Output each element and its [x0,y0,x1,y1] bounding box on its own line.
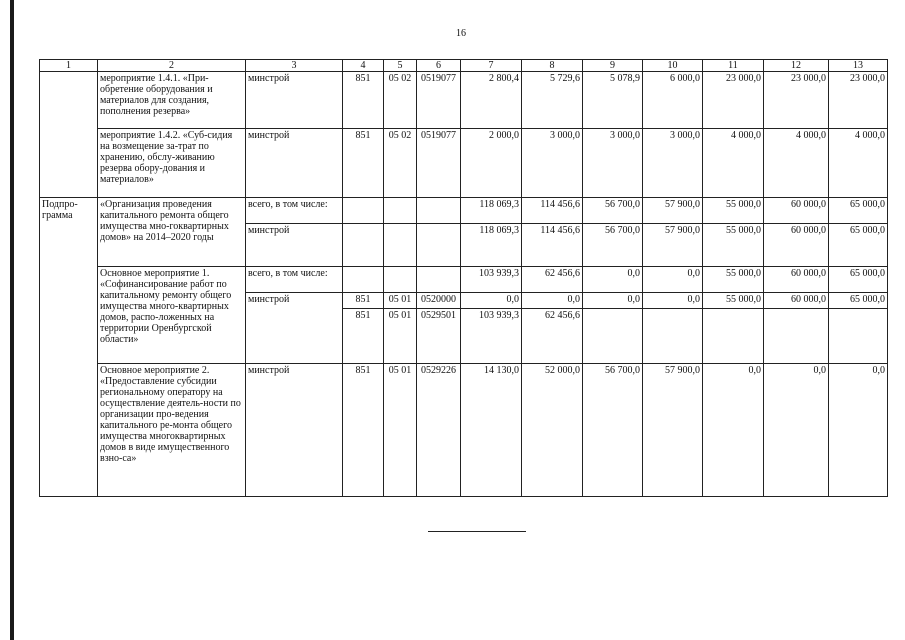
code-csr: 0529226 [417,364,461,497]
activity-name: мероприятие 1.4.1. «При-обретение оборудования и материалов для создания, пополнения резерва» [98,72,246,129]
page-number: 16 [456,28,466,39]
code-csr: 0519077 [417,72,461,129]
amount-cell: 65 000,0 [829,267,888,293]
header-cell: 5 [384,60,417,72]
amount-cell-empty [703,309,764,364]
executor-cell: всего, в том числе: [246,198,343,224]
code-csr: 0520000 [417,293,461,309]
amount-cell: 65 000,0 [829,293,888,309]
main-activity-1-name: Основное мероприятие 1. «Софинансирование работ по капитальному ремонту общего имущества много-квартирных домов, распо-ложенных на территории Оренбургской области» [98,267,246,364]
amount-cell: 56 700,0 [583,224,643,267]
header-cell: 2 [98,60,246,72]
header-cell: 4 [343,60,384,72]
section-cell-empty [40,72,98,198]
header-row [40,60,888,72]
amount-cell: 62 456,6 [522,267,583,293]
header-cell: 3 [246,60,343,72]
header-cell: 8 [522,60,583,72]
amount-cell: 55 000,0 [703,224,764,267]
amount-cell: 3 000,0 [522,129,583,198]
executor-cell: минстрой [246,129,343,198]
code-grbs: 851 [343,293,384,309]
amount-cell: 57 900,0 [643,198,703,224]
executor-cell: минстрой [246,224,343,267]
code-csr [417,267,461,293]
amount-cell: 118 069,3 [461,198,522,224]
subprogram-name: «Организация проведения капитального ремонта общего имущества мно-гоквартирных домов» на 2014–2020 годы [98,198,246,267]
amount-cell: 56 700,0 [583,198,643,224]
amount-cell: 23 000,0 [703,72,764,129]
amount-cell: 55 000,0 [703,267,764,293]
amount-cell: 114 456,6 [522,198,583,224]
header-cell: 1 [40,60,98,72]
code-grbs: 851 [343,72,384,129]
code-csr [417,224,461,267]
amount-cell: 0,0 [522,293,583,309]
section-label-subprogram: Подпро-грамма [40,198,98,497]
amount-cell: 0,0 [703,364,764,497]
code-rzpr: 05 02 [384,129,417,198]
amount-cell: 0,0 [643,267,703,293]
header-cell: 10 [643,60,703,72]
amount-cell: 23 000,0 [764,72,829,129]
amount-cell: 0,0 [583,267,643,293]
scan-edge-bar [10,0,14,640]
amount-cell-empty [764,309,829,364]
table-row-activity-1-4-1 [40,72,888,129]
amount-cell: 0,0 [461,293,522,309]
amount-cell: 5 078,9 [583,72,643,129]
main-activity-2-name: Основное мероприятие 2. «Предоставление субсидии региональному оператору на осуществление деятель-ности по организации про-ведения капитального ре-монта общего имущества многоквартирных домов в виде имущественного взно-са» [98,364,246,497]
amount-cell: 14 130,0 [461,364,522,497]
amount-cell: 23 000,0 [829,72,888,129]
code-grbs [343,224,384,267]
amount-cell: 65 000,0 [829,224,888,267]
code-rzpr: 05 01 [384,309,417,364]
amount-cell: 57 900,0 [643,364,703,497]
amount-cell: 57 900,0 [643,224,703,267]
amount-cell: 55 000,0 [703,293,764,309]
amount-cell: 114 456,6 [522,224,583,267]
amount-cell: 52 000,0 [522,364,583,497]
amount-cell: 118 069,3 [461,224,522,267]
amount-cell: 0,0 [829,364,888,497]
amount-cell: 60 000,0 [764,198,829,224]
code-rzpr: 05 01 [384,364,417,497]
header-cell: 13 [829,60,888,72]
amount-cell: 0,0 [643,293,703,309]
amount-cell: 55 000,0 [703,198,764,224]
amount-cell: 60 000,0 [764,224,829,267]
amount-cell: 60 000,0 [764,293,829,309]
amount-cell-empty [829,309,888,364]
code-rzpr: 05 02 [384,72,417,129]
code-rzpr [384,198,417,224]
code-grbs: 851 [343,364,384,497]
code-grbs [343,267,384,293]
executor-cell: минстрой [246,72,343,129]
code-csr: 0519077 [417,129,461,198]
amount-cell: 65 000,0 [829,198,888,224]
code-rzpr: 05 01 [384,293,417,309]
code-grbs [343,198,384,224]
amount-cell-empty [643,309,703,364]
code-grbs: 851 [343,129,384,198]
executor-cell: всего, в том числе: [246,267,343,293]
executor-cell: минстрой [246,293,343,364]
amount-cell: 2 800,4 [461,72,522,129]
amount-cell: 3 000,0 [583,129,643,198]
table-row-subprogram-total [40,198,888,224]
code-rzpr [384,224,417,267]
code-rzpr [384,267,417,293]
amount-cell: 62 456,6 [522,309,583,364]
table-row-main-activity-1-total [40,267,888,293]
code-csr: 0529501 [417,309,461,364]
amount-cell: 103 939,3 [461,267,522,293]
amount-cell: 56 700,0 [583,364,643,497]
amount-cell: 0,0 [764,364,829,497]
amount-cell-empty [583,309,643,364]
header-cell: 9 [583,60,643,72]
amount-cell: 3 000,0 [643,129,703,198]
header-cell: 11 [703,60,764,72]
header-cell: 6 [417,60,461,72]
footer-separator-line [428,531,526,532]
code-grbs: 851 [343,309,384,364]
amount-cell: 103 939,3 [461,309,522,364]
amount-cell: 4 000,0 [703,129,764,198]
table-row-activity-1-4-2 [40,129,888,198]
amount-cell: 60 000,0 [764,267,829,293]
activity-name: мероприятие 1.4.2. «Суб-сидия на возмещение за-трат по хранению, обслу-живанию резерва обору-дования и материалов» [98,129,246,198]
amount-cell: 2 000,0 [461,129,522,198]
amount-cell: 4 000,0 [764,129,829,198]
code-csr [417,198,461,224]
header-cell: 12 [764,60,829,72]
amount-cell: 6 000,0 [643,72,703,129]
executor-cell: минстрой [246,364,343,497]
header-cell: 7 [461,60,522,72]
amount-cell: 5 729,6 [522,72,583,129]
budget-table [39,59,888,497]
amount-cell: 0,0 [583,293,643,309]
table-row-main-activity-2 [40,364,888,497]
amount-cell: 4 000,0 [829,129,888,198]
